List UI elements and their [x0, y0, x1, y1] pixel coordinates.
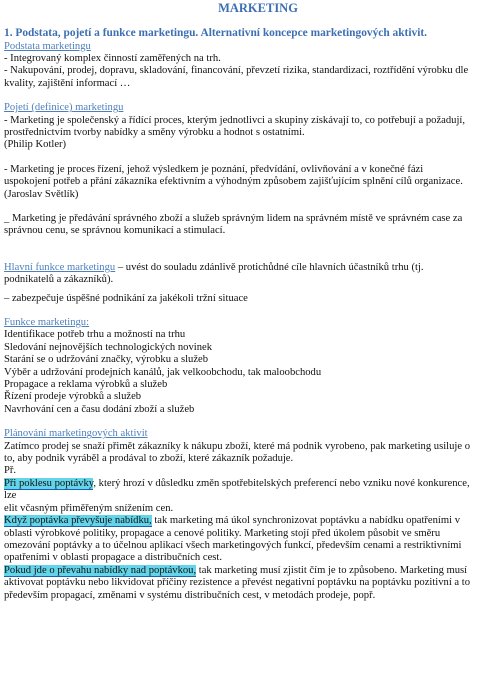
highlighted-text: Při poklesu poptávky — [4, 477, 94, 489]
section-podstata — [4, 41, 472, 91]
section-funkce-list — [4, 317, 472, 416]
section-heading: Plánování marketingových aktivit — [4, 428, 148, 440]
paragraph: – uvést do souladu zdánlivě protichůdné cíle hlavních účastníků trhu (tj. podnikatelů a zákazníků). — [4, 261, 424, 286]
paragraph: - Nakupování, prodej, dopravu, skladování, financování, převzetí rizika, standardizaci, roztřídění výrobku dle kvality, zajištění informací … — [4, 65, 469, 89]
section-heading: Podstata marketingu — [4, 40, 91, 52]
author-citation: (Philip Kotler) — [4, 139, 67, 151]
list-item: Výběr a udržování prodejních kanálů, jak velkoobchodu, tak maloobchodu — [4, 366, 322, 378]
paragraph: elit včasným přiměřeným snížením cen. — [4, 502, 174, 514]
paragraph: - Integrovaný komplex činností zaměřených na trh. — [4, 52, 221, 64]
section-planovani — [4, 428, 472, 602]
paragraph: Při poklesu poptávky, který hrozí v důsledku změn spotřebitelských preferencí nebo vzniku nové konkurence, lze — [4, 477, 470, 502]
section-heading: Hlavní funkce marketingu — [4, 261, 116, 273]
paragraph: _ Marketing je předávání správného zboží a služeb správným lidem na správném místě ve správném case za správnou cenu, se správnou komunikací a stimulací. — [4, 212, 463, 237]
section-hlavni-funkce — [4, 262, 472, 305]
list-item: Identifikace potřeb trhu a možností na trhu — [4, 329, 186, 341]
paragraph: – zabezpečuje úspěšné podnikání za jakékoli tržní situace — [4, 292, 248, 304]
paragraph: Když poptávka převyšuje nabídku, tak marketing má úkol synchronizovat poptávku a nabídku opatřeními v oblasti výrobkové politiky, propagace a cenové politiky. Marketing stojí před úkolem působit ve směru omezování poptávky a to účelnou aplikací všech marketingových funkcí, především cenami a restriktivními opatřeními v oblasti propagace a distribučních cest. — [4, 515, 462, 564]
list-item: Propagace a reklama výrobků a služeb — [4, 379, 168, 391]
list-item: Starání se o udržování značky, výrobku a služeb — [4, 354, 209, 366]
document-title: MARKETING — [218, 1, 298, 15]
highlighted-text: Pokud jde o převahu nabídky nad poptávkou, — [4, 564, 197, 576]
example-label: Př. — [4, 465, 17, 477]
paragraph: Zatímco prodej se snaží přimět zákazníky k nákupu zboží, které má podnik vyrobeno, pak marketing usiluje o to, aby podnik vyráběl a prodával to zboží, které zákazník požaduje. — [4, 440, 470, 465]
paragraph: - Marketing je společenský a řídící proces, kterým jednotlivci a skupiny získávají to, co potřebují a požadují, prostřednictvím tvorby nabídky a směny výrobku a hodnot s ostatními. — [4, 114, 465, 138]
section-pojeti — [4, 102, 472, 238]
chapter-heading: 1. Podstata, pojetí a funkce marketingu. Alternativní koncepce marketingových aktivit. — [4, 27, 428, 39]
section-heading: Funkce marketingu: — [4, 317, 90, 328]
section-heading: Pojetí (definice) marketingu — [4, 102, 124, 114]
list-item: Navrhování cen a času dodání zboží a služeb — [4, 403, 195, 415]
author-citation: (Jaroslav Světlík) — [4, 188, 79, 200]
list-item: Řízení prodeje výrobků a služeb — [4, 391, 142, 403]
list-item: Sledování nejnovějších technologických novinek — [4, 341, 213, 353]
paragraph: - Marketing je proces řízení, jehož výsledkem je poznání, předvídání, ovlivňování a v konečné fázi uspokojení potřeb a přání zákazníka efektivním a výhodným způsobem zajišťujícím splnění cílů organizace. — [4, 163, 463, 188]
highlighted-text: Když poptávka převyšuje nabídku, — [4, 515, 152, 527]
paragraph: Pokud jde o převahu nabídky nad poptávkou, tak marketing musí zjistit čím je to způsobeno. Marketing musí aktivovat poptávku nebo likvidovat příčiny rezistence a převést negativní poptávku na poptávku pozitivní a to především propagací, změnami v systému distribučních cest, v metodách prodeje, popř. — [4, 564, 471, 601]
